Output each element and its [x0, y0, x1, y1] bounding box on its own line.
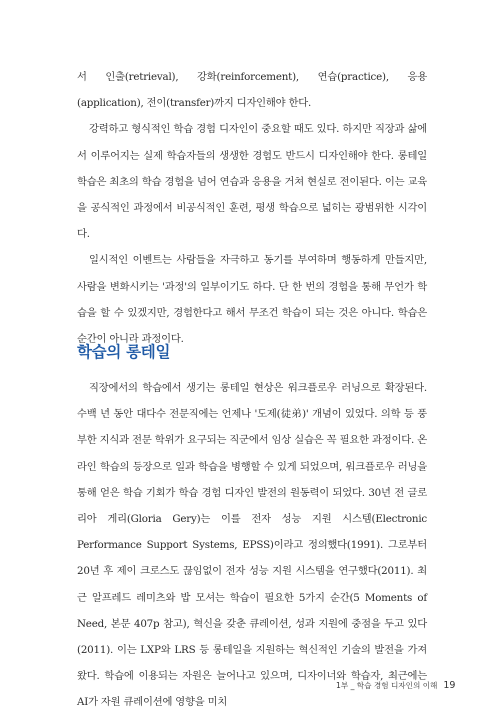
paragraph: 직장에서의 학습에서 생기는 롱테일 현상은 워크플로우 러닝으로 확장된다. 수백 년 동안 대다수 전문직에는 언제나 '도제(徒弟)' 개념이 있었다. 의학 등 풍부한 지식과 전문 학위가 요구되는 직군에서 임상 실습은 꼭 필요한 과정이다. 온라인 학습의 등장으로 일과 학습을 병행할 수 있게 되었으며, 워크플로우 러닝을 통해 얻은 학습 기회가 학습 경험 디자인 발전의 원동력이 되었다. 30년 전 글로리아 게리(Gloria Gery)는 이를 전자 성능 지원 시스템(Electronic Performance Support Systems, EPSS)이라고 정의했다(1991). 그로부터 20년 후 제이 크로스도 끊임없이 전자 성능 지원 시스템을 연구했다(2011). 최근 알프레드 레미츠와 밥 모셔는 학습이 필요한 5가지 순간(5 Moments of Need, 본문 407p 참고), 혁신을 갖춘 큐레이션, 성과 지원에 중점을 두고 있다(2011). 이는 LXP와 LRS 등 롱테일을 지원하는 혁신적인 기술의 발전을 가져왔다. 학습에 이용되는 자원은 늘어나고 있으며, 디자이너와 학습자, 최근에는 AI가 자원 큐레이션에 영향을 미치 — [77, 382, 428, 709]
page-number: 19 — [443, 680, 456, 691]
paragraph: 강력하고 형식적인 학습 경험 디자인이 중요할 때도 있다. 하지만 직장과 삶에서 이루어지는 실제 학습자들의 생생한 경험도 반드시 디자인해야 한다. 롱테일 학습은 최초의 학습 경험을 넘어 연습과 응용을 거쳐 현실로 전이된다. 이는 교육을 공식적인 과정에서 비공식적인 훈련, 평생 학습으로 넓히는 광범위한 시각이다. — [77, 123, 427, 241]
section-heading: 학습의 롱테일 — [77, 343, 171, 361]
page-footer — [336, 680, 455, 691]
running-footer-title: 1부 _ 학습 경험 디자인의 이해 — [336, 681, 438, 690]
body-text-section — [77, 375, 427, 716]
body-text-top — [77, 64, 427, 352]
paragraph: 서 인출(retrieval), 강화(reinforcement), 연습(practice), 응용(application), 전이(transfer)까지 디자인해야 한다. — [77, 71, 427, 110]
paragraph: 일시적인 이벤트는 사람들을 자극하고 동기를 부여하며 행동하게 만들지만, 사람을 변화시키는 '과정'의 일부이기도 하다. 단 한 번의 경험을 통해 무언가 학습을 할 수 있겠지만, 경험한다고 해서 무조건 학습이 되는 것은 아니다. 학습은 순간이 아니라 과정이다. — [77, 254, 427, 346]
